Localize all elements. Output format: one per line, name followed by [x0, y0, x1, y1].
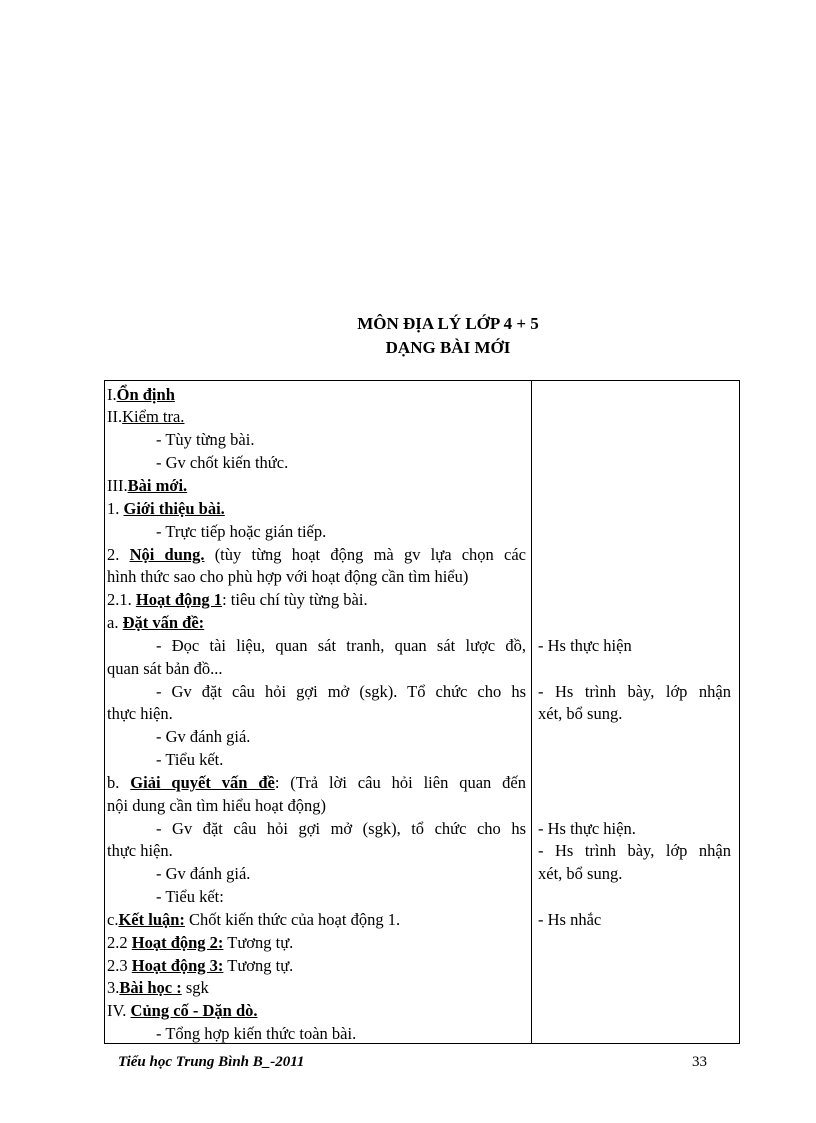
part-3: 3.Bài học : sgk: [107, 978, 209, 997]
list-item: - Tổng hợp kiến thức toàn bài.: [156, 1024, 357, 1043]
list-item-cont: thực hiện.: [107, 704, 173, 723]
list-item: - Gv đặt câu hỏi gợi mở (sgk), tổ chức cho hs: [156, 819, 526, 838]
page-number: 33: [692, 1054, 707, 1070]
list-item: - Tiểu kết.: [156, 750, 224, 769]
part-2-cont: hình thức sao cho phù hợp với hoạt động cần tìm hiểu): [107, 567, 469, 586]
list-item: - Gv đặt câu hỏi gợi mở (sgk). Tổ chức cho hs: [156, 682, 526, 701]
page-title: MÔN ĐỊA LÝ LỚP 4 + 5: [357, 314, 539, 333]
list-item: - Trực tiếp hoặc gián tiếp.: [156, 522, 327, 541]
part-1: 1. Giới thiệu bài.: [107, 499, 225, 518]
page-subtitle: DẠNG BÀI MỚI: [385, 338, 511, 357]
list-item: - Tiểu kết:: [156, 887, 224, 906]
activity-3: 2.3 Hoạt động 3: Tương tự.: [107, 956, 294, 975]
section-4: IV. Củng cố - Dặn dò.: [107, 1001, 258, 1020]
student-activity: - Hs nhắc: [538, 910, 602, 929]
list-item: - Gv chốt kiến thức.: [156, 453, 289, 472]
step-c: c.Kết luận: Chốt kiến thức của hoạt động 1.: [107, 910, 401, 929]
activity-2: 2.2 Hoạt động 2: Tương tự.: [107, 933, 294, 952]
list-item: - Đọc tài liệu, quan sát tranh, quan sát lược đồ,: [156, 636, 526, 655]
list-item: - Tùy từng bài.: [156, 430, 255, 449]
student-activity: - Hs thực hiện.: [538, 819, 636, 838]
section-2: II.Kiểm tra.: [107, 407, 185, 426]
student-activity-cont: xét, bổ sung.: [538, 864, 623, 883]
list-item-cont: thực hiện.: [107, 841, 173, 860]
section-1: I.Ổn định: [107, 385, 175, 404]
student-activity: - Hs thực hiện: [538, 636, 632, 655]
section-3: III.Bài mới.: [107, 476, 188, 495]
activity-1: 2.1. Hoạt động 1: tiêu chí tùy từng bài.: [107, 590, 368, 609]
footer-school: Tiểu học Trung Bình B_-2011: [118, 1054, 305, 1070]
part-2: 2. Nội dung. (tùy từng hoạt động mà gv lựa chọn các: [107, 545, 526, 564]
student-activity: - Hs trình bày, lớp nhận: [538, 841, 731, 860]
student-activity-cont: xét, bổ sung.: [538, 704, 623, 723]
student-activity: - Hs trình bày, lớp nhận: [538, 682, 731, 701]
step-a: a. Đặt vấn đề:: [107, 613, 205, 632]
list-item-cont: quan sát bản đồ...: [107, 659, 223, 678]
step-b-cont: nội dung cần tìm hiểu hoạt động): [107, 796, 327, 815]
list-item: - Gv đánh giá.: [156, 864, 251, 883]
column-divider: [531, 380, 532, 1044]
step-b: b. Giải quyết vấn đề: (Trả lời câu hỏi liên quan đến: [107, 773, 527, 792]
list-item: - Gv đánh giá.: [156, 727, 251, 746]
